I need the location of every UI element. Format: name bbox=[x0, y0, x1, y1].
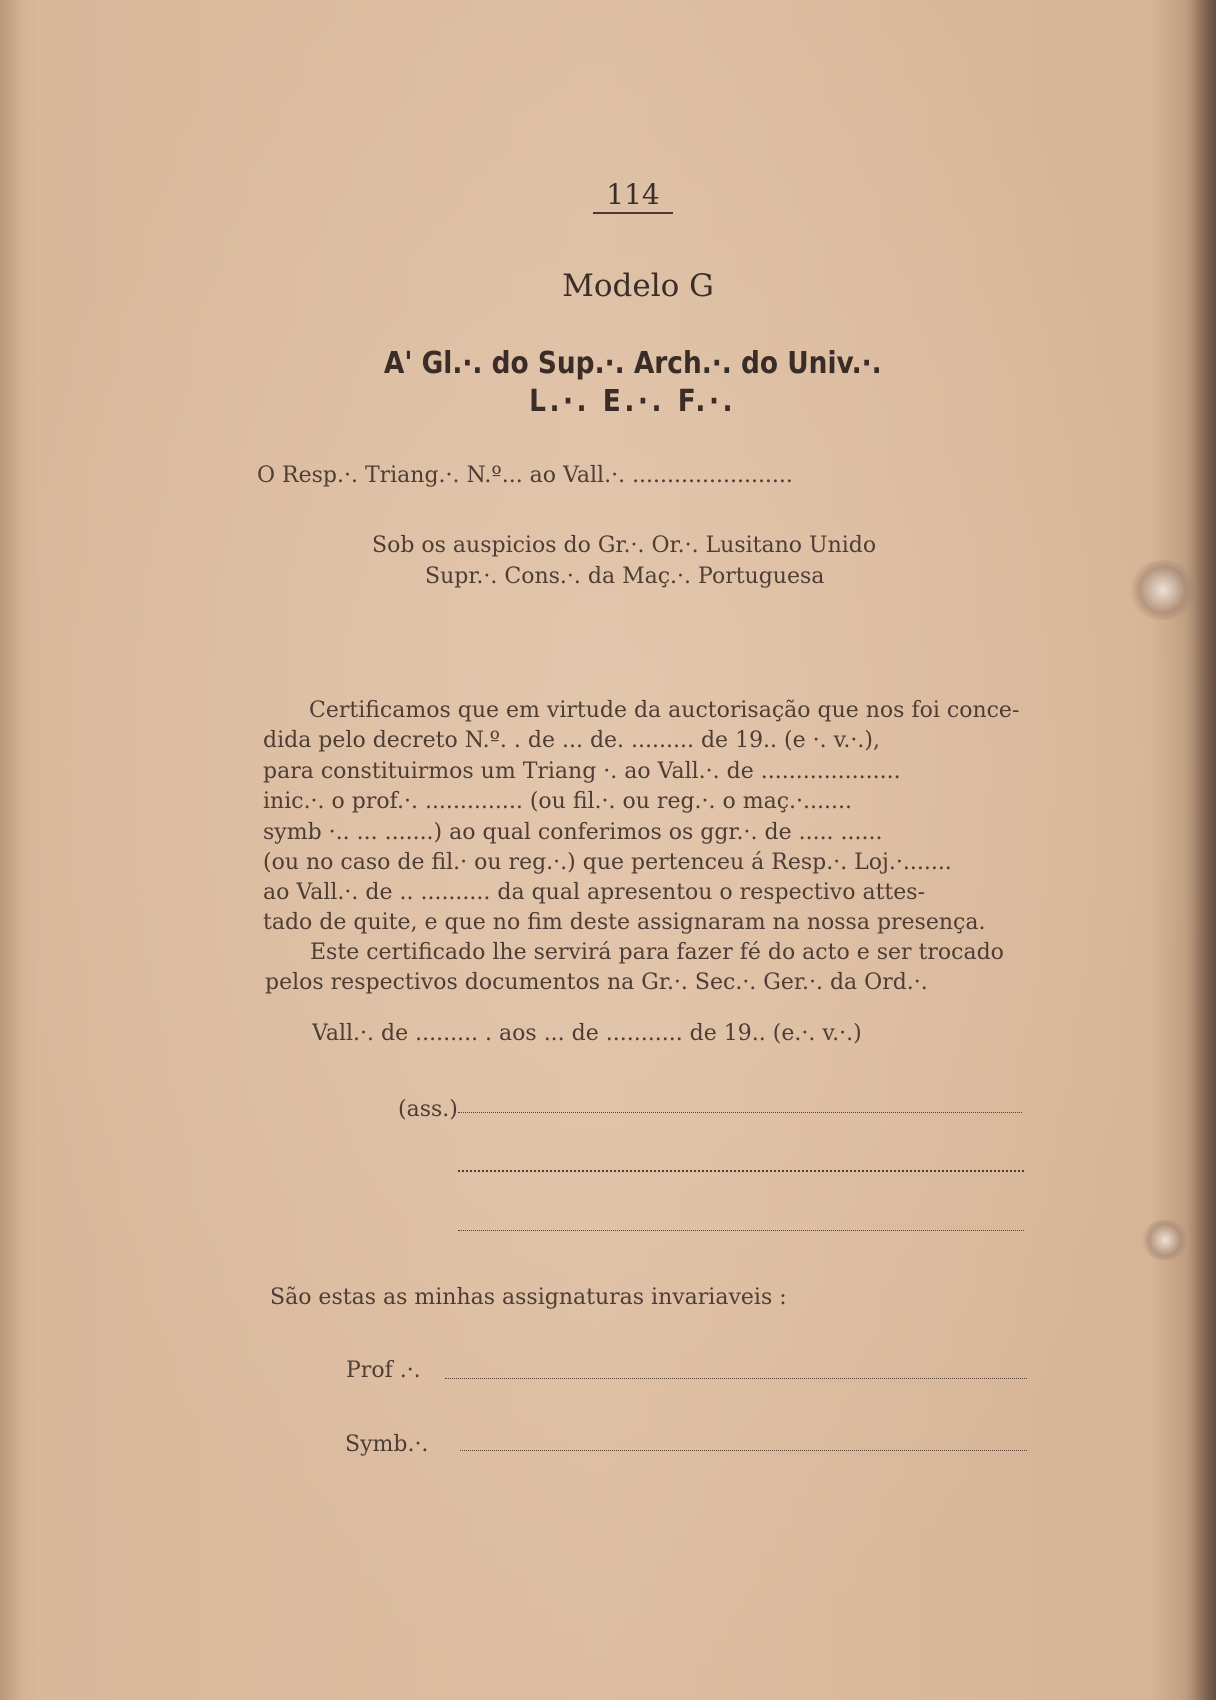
prof-signature-line bbox=[445, 1378, 1027, 1379]
signature-label: (ass.) bbox=[398, 1097, 458, 1122]
header-line-2-text: L.·. E.·. F.·. bbox=[529, 384, 737, 419]
page-number: 114 bbox=[606, 178, 660, 211]
page-left-edge bbox=[0, 0, 22, 1700]
page-right-edge bbox=[1186, 0, 1216, 1700]
body-line-5: symb ·.. ... .......) ao qual conferimos os ggr.·. de ..... ...... bbox=[263, 820, 883, 845]
auspices-line-2: Supr.·. Cons.·. da Maç.·. Portuguesa bbox=[425, 564, 825, 589]
page-number-underline bbox=[593, 212, 673, 214]
symb-signature-line bbox=[460, 1450, 1027, 1451]
auspices-line-1: Sob os auspicios do Gr.·. Or.·. Lusitano Unido bbox=[372, 533, 877, 558]
body-line-7: ao Vall.·. de .. .......... da qual apresentou o respectivo attes- bbox=[263, 880, 926, 905]
prof-label: Prof .·. bbox=[346, 1358, 421, 1383]
body-line-9: Este certificado lhe servirá para fazer fé do acto e ser trocado bbox=[310, 940, 1004, 965]
signature-line-3 bbox=[458, 1230, 1024, 1231]
header-line-1 bbox=[0, 346, 1216, 381]
body-line-3: para constituirmos um Triang ·. ao Vall.·. de .................... bbox=[263, 759, 901, 784]
body-line-2: dida pelo decreto N.º. . de ... de. ......... de 19.. (e ·. v.·.), bbox=[263, 728, 880, 753]
body-line-8: tado de quite, e que no fim deste assignaram na nossa presença. bbox=[263, 910, 986, 935]
lodge-line: O Resp.·. Triang.·. N.º... ao Vall.·. ....................... bbox=[257, 463, 793, 488]
invariable-signatures-label: São estas as minhas assignaturas invariaveis : bbox=[270, 1285, 787, 1310]
signature-line-2 bbox=[458, 1170, 1024, 1172]
header-line-1-text: A' Gl.·. do Sup.·. Arch.·. do Univ.·. bbox=[384, 346, 882, 381]
date-line: Vall.·. de ......... . aos ... de ........... de 19.. (e.·. v.·.) bbox=[312, 1021, 862, 1046]
symb-label: Symb.·. bbox=[345, 1432, 429, 1457]
body-line-1: Certificamos que em virtude da auctorisação que nos foi conce- bbox=[309, 698, 1020, 723]
body-line-6: (ou no caso de fil.· ou reg.·.) que pertenceu á Resp.·. Loj.·....... bbox=[263, 850, 952, 875]
header-line-2 bbox=[0, 384, 1216, 419]
model-title: Modelo G bbox=[562, 268, 714, 304]
body-line-4: inic.·. o prof.·. .............. (ou fil.·. ou reg.·. o maç.·....... bbox=[263, 789, 852, 814]
body-line-10: pelos respectivos documentos na Gr.·. Sec.·. Ger.·. da Ord.·. bbox=[265, 970, 928, 995]
paper-damage-mark bbox=[1128, 560, 1198, 620]
paper-damage-mark bbox=[1140, 1220, 1190, 1260]
signature-line-1 bbox=[458, 1112, 1022, 1113]
